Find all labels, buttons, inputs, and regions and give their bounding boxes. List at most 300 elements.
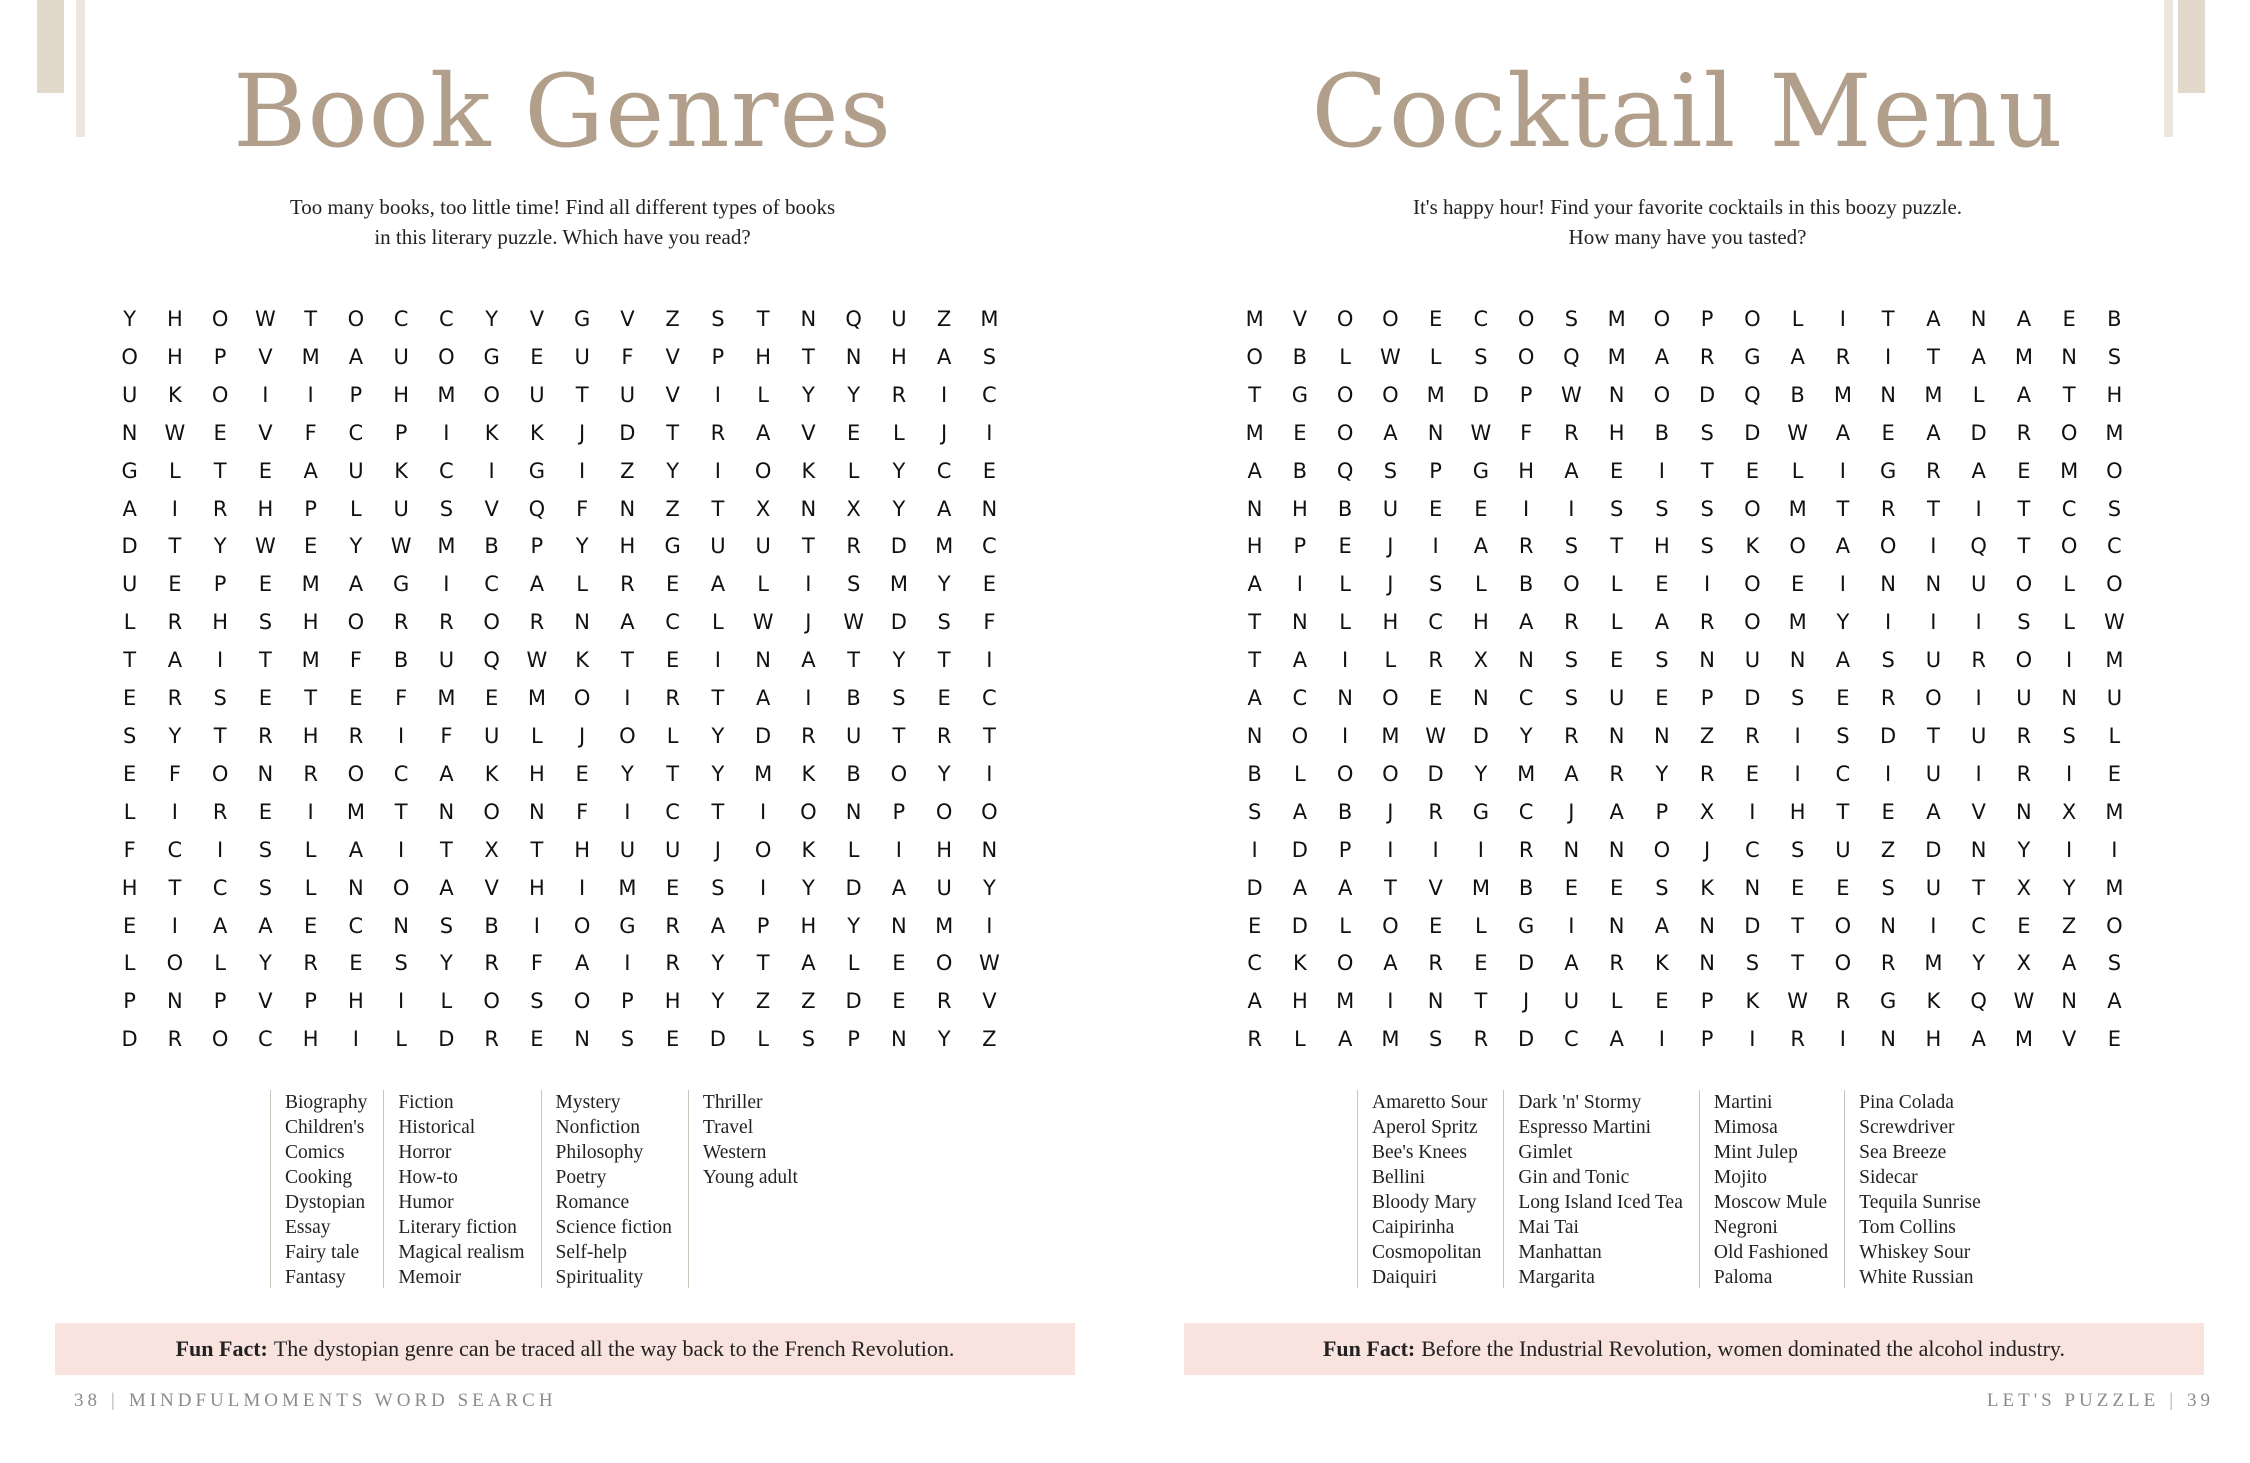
grid-letter[interactable]: S xyxy=(1564,307,1579,331)
grid-letter[interactable]: C xyxy=(167,837,183,862)
grid-letter[interactable]: I xyxy=(398,837,405,862)
grid-letter[interactable]: S xyxy=(1474,344,1488,369)
grid-letter[interactable]: L xyxy=(1339,344,1351,369)
grid-letter[interactable]: U xyxy=(2016,686,2032,711)
grid-letter[interactable]: E xyxy=(1609,875,1624,900)
grid-letter[interactable]: X xyxy=(484,837,499,862)
grid-letter[interactable]: M xyxy=(935,913,954,938)
grid-letter[interactable]: T xyxy=(168,875,182,900)
grid-letter[interactable]: J xyxy=(941,420,948,445)
grid-letter[interactable]: W xyxy=(254,307,276,331)
grid-letter[interactable]: N xyxy=(1518,648,1534,673)
grid-letter[interactable]: I xyxy=(262,382,269,407)
grid-letter[interactable]: O xyxy=(800,799,817,824)
grid-letter[interactable]: O xyxy=(1834,951,1852,976)
grid-letter[interactable]: E xyxy=(846,420,861,445)
grid-letter[interactable]: E xyxy=(168,572,182,597)
grid-letter[interactable]: O xyxy=(2015,648,2033,673)
grid-letter[interactable]: P xyxy=(213,572,227,597)
grid-letter[interactable]: H xyxy=(1472,610,1489,635)
grid-letter[interactable]: T xyxy=(1248,382,1262,407)
grid-letter[interactable]: J xyxy=(1704,837,1711,862)
grid-letter[interactable]: T xyxy=(1926,344,1940,369)
grid-letter[interactable]: D xyxy=(1518,951,1535,976)
grid-letter[interactable]: R xyxy=(1745,723,1760,748)
grid-letter[interactable]: I xyxy=(398,723,405,748)
grid-letter[interactable]: A xyxy=(936,496,952,521)
grid-letter[interactable]: U xyxy=(755,534,771,559)
grid-letter[interactable]: T xyxy=(756,951,770,976)
grid-letter[interactable]: A xyxy=(1654,610,1670,635)
grid-letter[interactable]: R xyxy=(167,686,183,711)
grid-letter[interactable]: J xyxy=(579,420,586,445)
grid-letter[interactable]: K xyxy=(167,382,182,407)
grid-letter[interactable]: Y xyxy=(937,1027,951,1052)
grid-letter[interactable]: T xyxy=(304,686,318,711)
grid-letter[interactable]: I xyxy=(1794,761,1801,786)
grid-letter[interactable]: T xyxy=(711,686,725,711)
grid-letter[interactable]: O xyxy=(1744,610,1761,635)
grid-letter[interactable]: T xyxy=(2017,534,2031,559)
grid-letter[interactable]: N xyxy=(1608,837,1625,862)
grid-letter[interactable]: S xyxy=(2107,496,2122,521)
grid-letter[interactable]: E xyxy=(1881,420,1895,445)
grid-letter[interactable]: I xyxy=(1342,648,1349,673)
grid-letter[interactable]: O xyxy=(1336,951,1354,976)
grid-letter[interactable]: F xyxy=(349,648,362,673)
grid-letter[interactable]: A xyxy=(348,572,364,597)
grid-letter[interactable]: L xyxy=(1339,572,1351,597)
grid-letter[interactable]: H xyxy=(1382,610,1399,635)
grid-letter[interactable]: M xyxy=(2105,420,2124,445)
grid-letter[interactable]: O xyxy=(619,723,636,748)
grid-letter[interactable]: A xyxy=(122,496,137,521)
grid-letter[interactable]: A xyxy=(2016,307,2032,331)
grid-letter[interactable]: A xyxy=(1971,458,1986,483)
grid-letter[interactable]: H xyxy=(1789,799,1806,824)
grid-letter[interactable]: A xyxy=(2016,382,2032,407)
grid-letter[interactable]: C xyxy=(1564,1027,1579,1052)
grid-letter[interactable]: Y xyxy=(937,572,951,597)
grid-letter[interactable]: S xyxy=(1700,496,1714,521)
grid-letter[interactable]: N xyxy=(1699,951,1715,976)
grid-letter[interactable]: U xyxy=(619,382,636,407)
grid-letter[interactable]: H xyxy=(1291,496,1308,521)
grid-letter[interactable]: H xyxy=(936,837,953,862)
grid-letter[interactable]: C xyxy=(393,307,409,331)
grid-letter[interactable]: H xyxy=(302,1027,319,1052)
grid-letter[interactable]: A xyxy=(348,344,364,369)
grid-letter[interactable]: Y xyxy=(439,951,453,976)
grid-letter[interactable]: E xyxy=(1564,875,1579,900)
grid-letter[interactable]: A xyxy=(439,761,454,786)
grid-letter[interactable]: E xyxy=(2107,761,2122,786)
grid-letter[interactable]: E xyxy=(303,913,318,938)
grid-letter[interactable]: T xyxy=(1926,496,1940,521)
grid-letter[interactable]: M xyxy=(1788,610,1807,635)
grid-letter[interactable]: I xyxy=(1749,799,1756,824)
grid-letter[interactable]: H xyxy=(347,989,364,1014)
grid-letter[interactable]: E xyxy=(258,686,273,711)
grid-letter[interactable]: H xyxy=(302,610,319,635)
grid-letter[interactable]: D xyxy=(1744,686,1761,711)
grid-letter[interactable]: L xyxy=(1610,572,1623,597)
grid-letter[interactable]: A xyxy=(1926,307,1941,331)
grid-letter[interactable]: S xyxy=(1700,420,1714,445)
grid-letter[interactable]: I xyxy=(1975,761,1982,786)
grid-letter[interactable]: Y xyxy=(666,458,680,483)
grid-letter[interactable]: R xyxy=(1428,951,1443,976)
grid-letter[interactable]: S xyxy=(1247,799,1262,824)
grid-letter[interactable]: I xyxy=(1432,837,1439,862)
grid-letter[interactable]: D xyxy=(1291,837,1308,862)
grid-letter[interactable]: O xyxy=(347,761,365,786)
grid-letter[interactable]: S xyxy=(1609,496,1624,521)
grid-letter[interactable]: I xyxy=(1975,610,1982,635)
grid-letter[interactable]: U xyxy=(393,344,409,369)
grid-letter[interactable]: O xyxy=(935,951,953,976)
grid-letter[interactable]: R xyxy=(348,723,364,748)
grid-letter[interactable]: I xyxy=(986,761,993,786)
grid-letter[interactable]: L xyxy=(576,572,588,597)
grid-letter[interactable]: G xyxy=(1517,913,1535,938)
grid-letter[interactable]: N xyxy=(1880,913,1896,938)
grid-letter[interactable]: P xyxy=(213,344,227,369)
grid-letter[interactable]: R xyxy=(1609,761,1624,786)
grid-letter[interactable]: L xyxy=(123,799,136,824)
grid-letter[interactable]: U xyxy=(710,534,726,559)
grid-letter[interactable]: S xyxy=(2107,951,2122,976)
grid-letter[interactable]: I xyxy=(1885,610,1892,635)
grid-letter[interactable]: Y xyxy=(892,648,906,673)
grid-letter[interactable]: Q xyxy=(1970,989,1987,1014)
grid-letter[interactable]: I xyxy=(171,496,178,521)
grid-letter[interactable]: O xyxy=(211,307,229,331)
grid-letter[interactable]: C xyxy=(393,761,409,786)
grid-letter[interactable]: T xyxy=(1836,799,1850,824)
grid-letter[interactable]: R xyxy=(2016,420,2032,445)
grid-letter[interactable]: U xyxy=(664,837,681,862)
grid-letter[interactable]: U xyxy=(1835,837,1851,862)
grid-letter[interactable]: R xyxy=(529,610,545,635)
grid-letter[interactable]: Y xyxy=(123,307,137,331)
grid-letter[interactable]: E xyxy=(484,686,499,711)
grid-letter[interactable]: M xyxy=(2105,875,2124,900)
grid-letter[interactable]: T xyxy=(1383,875,1397,900)
grid-letter[interactable]: U xyxy=(1608,686,1625,711)
grid-letter[interactable]: R xyxy=(1699,344,1715,369)
grid-letter[interactable]: O xyxy=(1744,572,1761,597)
grid-letter[interactable]: N xyxy=(981,837,998,862)
grid-letter[interactable]: T xyxy=(1836,496,1850,521)
grid-letter[interactable]: H xyxy=(755,344,772,369)
grid-letter[interactable]: N xyxy=(1246,496,1263,521)
grid-letter[interactable]: R xyxy=(1880,496,1896,521)
grid-letter[interactable]: S xyxy=(1790,837,1805,862)
grid-letter[interactable]: I xyxy=(624,686,631,711)
grid-letter[interactable]: O xyxy=(573,989,591,1014)
grid-letter[interactable]: D xyxy=(1472,382,1489,407)
grid-letter[interactable]: H xyxy=(1246,534,1263,559)
grid-letter[interactable]: H xyxy=(1291,989,1308,1014)
grid-letter[interactable]: R xyxy=(1518,534,1534,559)
grid-letter[interactable]: I xyxy=(714,382,721,407)
grid-letter[interactable]: M xyxy=(437,382,456,407)
grid-letter[interactable]: T xyxy=(530,837,544,862)
grid-letter[interactable]: S xyxy=(1564,648,1579,673)
grid-letter[interactable]: O xyxy=(2106,458,2123,483)
grid-letter[interactable]: O xyxy=(2106,572,2123,597)
grid-letter[interactable]: U xyxy=(438,648,455,673)
grid-letter[interactable]: W xyxy=(1379,344,1401,369)
grid-letter[interactable]: T xyxy=(801,344,815,369)
grid-letter[interactable]: B xyxy=(1337,496,1353,521)
grid-letter[interactable]: S xyxy=(1564,534,1579,559)
grid-letter[interactable]: D xyxy=(1925,837,1942,862)
grid-letter[interactable]: N xyxy=(121,420,138,445)
grid-letter[interactable]: B xyxy=(484,534,499,559)
grid-letter[interactable]: O xyxy=(211,1027,229,1052)
grid-letter[interactable]: T xyxy=(575,382,589,407)
grid-letter[interactable]: Y xyxy=(1972,951,1986,976)
grid-letter[interactable]: J xyxy=(579,723,586,748)
grid-letter[interactable]: A xyxy=(1790,344,1805,369)
grid-letter[interactable]: E xyxy=(1836,875,1850,900)
grid-letter[interactable]: P xyxy=(847,1027,860,1052)
grid-letter[interactable]: V xyxy=(665,344,680,369)
grid-letter[interactable]: O xyxy=(890,761,908,786)
grid-letter[interactable]: A xyxy=(755,420,771,445)
grid-letter[interactable]: I xyxy=(579,875,586,900)
grid-letter[interactable]: I xyxy=(1523,496,1530,521)
grid-letter[interactable]: R xyxy=(212,799,228,824)
grid-letter[interactable]: Q xyxy=(845,307,862,331)
grid-letter[interactable]: D xyxy=(1970,420,1987,445)
grid-letter[interactable]: O xyxy=(1744,496,1761,521)
grid-letter[interactable]: R xyxy=(1699,610,1715,635)
grid-letter[interactable]: S xyxy=(1383,458,1398,483)
grid-letter[interactable]: M xyxy=(618,875,637,900)
grid-letter[interactable]: I xyxy=(1975,686,1982,711)
grid-letter[interactable]: V xyxy=(1428,875,1443,900)
grid-letter[interactable]: S xyxy=(1700,534,1714,559)
grid-letter[interactable]: P xyxy=(530,534,544,559)
grid-letter[interactable]: N xyxy=(1880,572,1896,597)
grid-letter[interactable]: F xyxy=(983,610,996,635)
grid-letter[interactable]: K xyxy=(484,761,499,786)
grid-letter[interactable]: Z xyxy=(936,307,952,331)
grid-letter[interactable]: R xyxy=(1518,837,1534,862)
grid-letter[interactable]: Y xyxy=(349,534,363,559)
grid-letter[interactable]: H xyxy=(619,534,636,559)
grid-letter[interactable]: L xyxy=(712,610,724,635)
grid-letter[interactable]: R xyxy=(1880,951,1896,976)
grid-letter[interactable]: C xyxy=(936,458,952,483)
grid-letter[interactable]: U xyxy=(1925,648,1942,673)
grid-letter[interactable]: M xyxy=(1607,307,1626,331)
grid-letter[interactable]: G xyxy=(121,458,138,483)
grid-letter[interactable]: H xyxy=(1653,534,1670,559)
grid-letter[interactable]: R xyxy=(891,382,907,407)
grid-letter[interactable]: A xyxy=(1835,648,1851,673)
grid-letter[interactable]: N xyxy=(1563,837,1580,862)
grid-letter[interactable]: A xyxy=(1473,534,1489,559)
grid-letter[interactable]: O xyxy=(1382,686,1399,711)
grid-letter[interactable]: T xyxy=(394,799,408,824)
grid-letter[interactable]: N xyxy=(1608,723,1625,748)
grid-letter[interactable]: L xyxy=(1610,989,1623,1014)
grid-letter[interactable]: S xyxy=(1428,572,1443,597)
grid-letter[interactable]: C xyxy=(348,420,364,445)
grid-letter[interactable]: M xyxy=(437,534,456,559)
grid-letter[interactable]: O xyxy=(1653,837,1671,862)
grid-letter[interactable]: I xyxy=(760,799,767,824)
grid-letter[interactable]: V xyxy=(620,307,635,331)
grid-letter[interactable]: R xyxy=(1428,648,1443,673)
grid-letter[interactable]: E xyxy=(349,951,363,976)
grid-letter[interactable]: M xyxy=(1426,382,1445,407)
grid-letter[interactable]: F xyxy=(1520,420,1533,445)
grid-letter[interactable]: Z xyxy=(1880,837,1896,862)
grid-letter[interactable]: I xyxy=(307,799,314,824)
grid-letter[interactable]: U xyxy=(1563,989,1580,1014)
grid-letter[interactable]: G xyxy=(1879,989,1897,1014)
grid-letter[interactable]: C xyxy=(348,913,364,938)
grid-letter[interactable]: A xyxy=(1292,875,1308,900)
grid-letter[interactable]: M xyxy=(1381,723,1400,748)
grid-letter[interactable]: O xyxy=(1336,761,1354,786)
grid-letter[interactable]: C xyxy=(1518,799,1534,824)
grid-letter[interactable]: M xyxy=(935,534,954,559)
grid-letter[interactable]: Q xyxy=(1563,344,1580,369)
grid-letter[interactable]: B xyxy=(1292,344,1308,369)
grid-letter[interactable]: I xyxy=(986,913,993,938)
grid-letter[interactable]: S xyxy=(394,951,408,976)
grid-letter[interactable]: U xyxy=(1925,761,1942,786)
grid-letter[interactable]: T xyxy=(1248,648,1262,673)
grid-letter[interactable]: O xyxy=(2106,913,2123,938)
grid-letter[interactable]: B xyxy=(1337,799,1353,824)
grid-letter[interactable]: T xyxy=(756,307,770,331)
grid-letter[interactable]: N xyxy=(257,761,274,786)
grid-letter[interactable]: Q xyxy=(483,648,500,673)
grid-letter[interactable]: A xyxy=(1835,534,1851,559)
grid-letter[interactable]: Q xyxy=(1336,458,1354,483)
grid-letter[interactable]: E xyxy=(1428,307,1443,331)
grid-letter[interactable]: S xyxy=(258,610,273,635)
grid-letter[interactable]: A xyxy=(1971,344,1986,369)
grid-letter[interactable]: B xyxy=(846,686,861,711)
grid-letter[interactable]: Z xyxy=(801,989,816,1014)
grid-letter[interactable]: E xyxy=(213,420,227,445)
grid-letter[interactable]: S xyxy=(892,686,906,711)
grid-letter[interactable]: Y xyxy=(1474,761,1488,786)
grid-letter[interactable]: O xyxy=(1879,534,1897,559)
grid-letter[interactable]: T xyxy=(982,723,996,748)
grid-letter[interactable]: O xyxy=(211,761,229,786)
grid-letter[interactable]: I xyxy=(1251,837,1258,862)
grid-letter[interactable]: I xyxy=(2066,837,2073,862)
grid-letter[interactable]: D xyxy=(1427,761,1444,786)
grid-letter[interactable]: L xyxy=(1475,572,1487,597)
grid-letter[interactable]: H xyxy=(257,496,274,521)
grid-letter[interactable]: O xyxy=(1382,913,1399,938)
grid-letter[interactable]: S xyxy=(937,610,951,635)
grid-letter[interactable]: N xyxy=(574,610,590,635)
grid-letter[interactable]: I xyxy=(1930,534,1937,559)
grid-letter[interactable]: W xyxy=(1787,420,1808,445)
grid-letter[interactable]: Z xyxy=(620,458,635,483)
grid-letter[interactable]: R xyxy=(484,1027,499,1052)
grid-letter[interactable]: I xyxy=(1658,458,1665,483)
grid-letter[interactable]: S xyxy=(530,989,544,1014)
grid-letter[interactable]: U xyxy=(529,382,545,407)
grid-letter[interactable]: T xyxy=(213,723,227,748)
grid-letter[interactable]: O xyxy=(483,610,500,635)
grid-letter[interactable]: A xyxy=(710,913,726,938)
grid-letter[interactable]: E xyxy=(1474,496,1488,521)
grid-letter[interactable]: P xyxy=(1700,989,1714,1014)
grid-letter[interactable]: R xyxy=(258,723,273,748)
grid-letter[interactable]: L xyxy=(847,458,860,483)
grid-letter[interactable]: N xyxy=(167,989,183,1014)
grid-letter[interactable]: G xyxy=(1291,382,1309,407)
grid-letter[interactable]: N xyxy=(1608,382,1625,407)
grid-letter[interactable]: J xyxy=(805,610,812,635)
grid-letter[interactable]: B xyxy=(2107,307,2122,331)
grid-letter[interactable]: N xyxy=(800,307,817,331)
grid-letter[interactable]: I xyxy=(941,382,948,407)
grid-letter[interactable]: K xyxy=(1700,875,1715,900)
grid-letter[interactable]: O xyxy=(573,686,591,711)
grid-letter[interactable]: N xyxy=(1970,307,1987,331)
grid-letter[interactable]: Y xyxy=(711,989,725,1014)
grid-letter[interactable]: C xyxy=(2061,496,2077,521)
grid-letter[interactable]: E xyxy=(1790,572,1805,597)
grid-letter[interactable]: U xyxy=(1744,648,1761,673)
grid-letter[interactable]: E xyxy=(122,913,137,938)
grid-letter[interactable]: L xyxy=(169,458,181,483)
grid-letter[interactable]: R xyxy=(1609,951,1624,976)
grid-letter[interactable]: D xyxy=(619,420,636,445)
grid-letter[interactable]: Q xyxy=(528,496,546,521)
grid-letter[interactable]: P xyxy=(349,382,363,407)
grid-letter[interactable]: H xyxy=(528,761,545,786)
grid-letter[interactable]: N xyxy=(574,1027,590,1052)
grid-letter[interactable]: T xyxy=(439,837,453,862)
grid-letter[interactable]: H xyxy=(664,989,681,1014)
grid-letter[interactable]: Y xyxy=(1836,610,1850,635)
grid-letter[interactable]: O xyxy=(1382,382,1399,407)
grid-letter[interactable]: Y xyxy=(2017,837,2031,862)
grid-letter[interactable]: W xyxy=(254,534,276,559)
grid-letter[interactable]: P xyxy=(1429,458,1442,483)
grid-letter[interactable]: E xyxy=(982,458,997,483)
grid-letter[interactable]: I xyxy=(1704,572,1711,597)
grid-letter[interactable]: I xyxy=(1296,572,1303,597)
grid-letter[interactable]: M xyxy=(889,572,908,597)
grid-letter[interactable]: B xyxy=(1654,420,1670,445)
grid-letter[interactable]: E xyxy=(665,1027,680,1052)
grid-letter[interactable]: M xyxy=(2105,799,2124,824)
grid-letter[interactable]: F xyxy=(395,686,408,711)
grid-letter[interactable]: L xyxy=(2063,610,2075,635)
grid-letter[interactable]: U xyxy=(1382,496,1399,521)
grid-letter[interactable]: C xyxy=(982,382,997,407)
grid-letter[interactable]: I xyxy=(986,648,993,673)
grid-letter[interactable]: X xyxy=(846,496,861,521)
grid-letter[interactable]: O xyxy=(1336,420,1354,445)
